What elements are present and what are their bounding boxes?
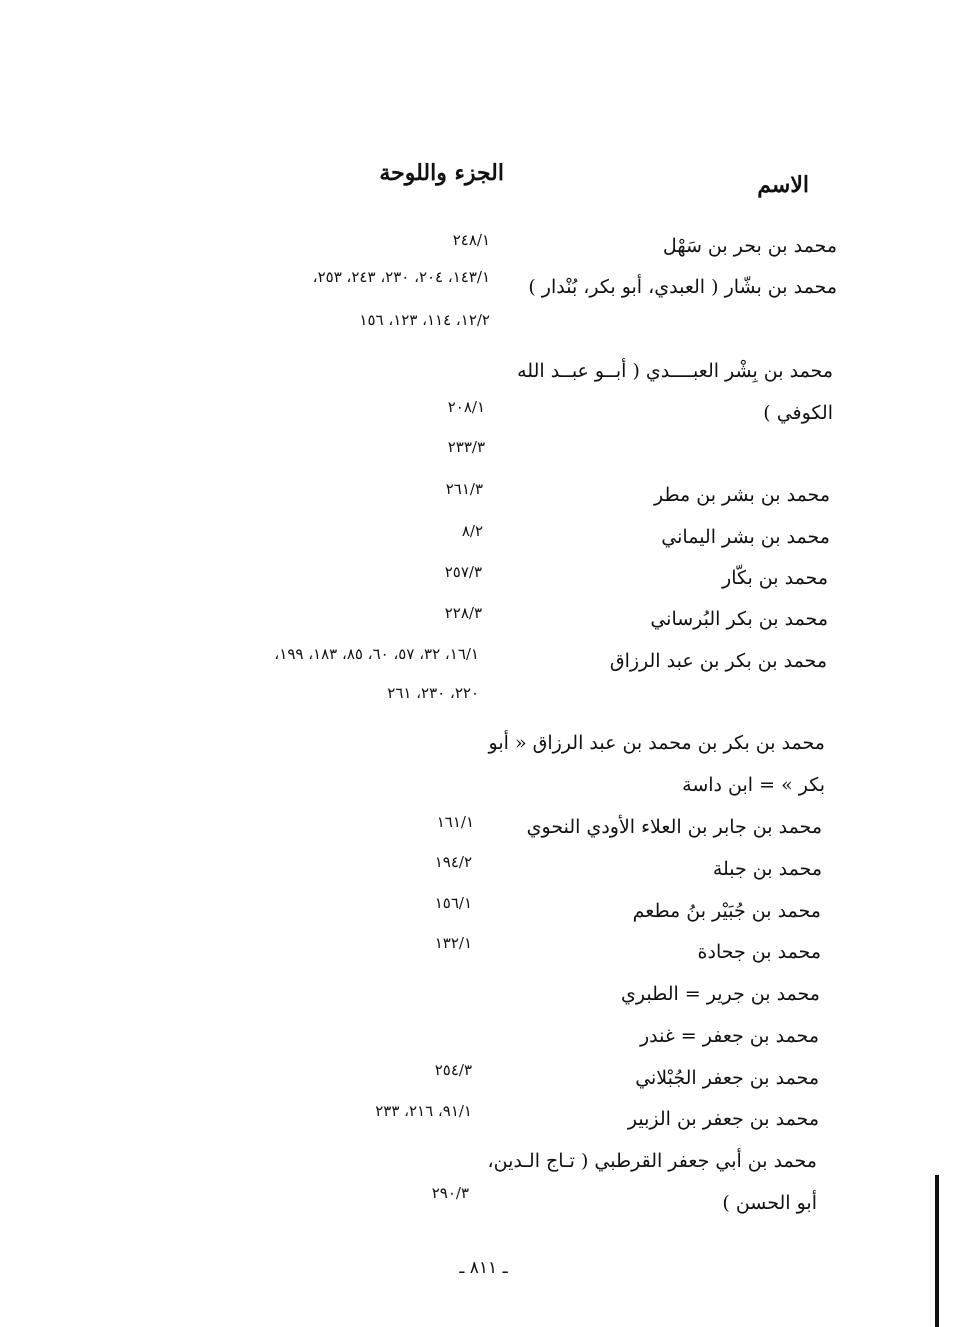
column-header-volume-page: الجزء واللوحة (379, 160, 504, 186)
volume-page-ref: ٢٦١/٣ (445, 480, 483, 498)
entry-name: محمد بن بكّار (722, 567, 828, 589)
page-number: ـ ٨١١ ـ (459, 1258, 508, 1278)
entry-name: الكوفي ) (763, 402, 833, 424)
entry-name: محمد بن بحر بن سَهْل (662, 235, 837, 257)
entry-name: محمد بن بكر البُرساني (650, 608, 828, 630)
volume-page-ref: ٢٣٣/٣ (447, 438, 485, 456)
entry-name: محمد بن جعفر بن الزبير (627, 1108, 819, 1130)
volume-page-ref: ٢٥٧/٣ (444, 563, 482, 581)
entry-name: محمد بن جعفر = غندر (639, 1025, 819, 1047)
entry-name: أبو الحسن ) (722, 1192, 817, 1214)
entry-name: محمد بن بشر بن مطر (653, 484, 830, 506)
entry-name: محمد بن أبي جعفر القرطبي ( تـاج الـدين، (487, 1150, 817, 1172)
entry-name: محمد بن جُبَيْر بنُ مطعم (632, 900, 821, 922)
volume-page-ref: ٢٥٤/٣ (434, 1061, 472, 1079)
volume-page-ref: ١٢/٢، ١١٤، ١٢٣، ١٥٦ (359, 311, 490, 329)
volume-page-ref: ٢٢٨/٣ (444, 604, 482, 622)
entry-name: محمد بن جرير = الطبري (621, 983, 820, 1005)
volume-page-ref: ٢٠٨/١ (447, 398, 485, 416)
entry-name: محمد بن بشر اليماني (661, 526, 830, 548)
page-edge-rule (935, 1175, 939, 1327)
entry-name: محمد بن جحادة (697, 941, 821, 963)
entry-name: محمد بن جابر بن العلاء الأودي النحوي (526, 816, 822, 838)
volume-page-ref: ٢٩٠/٣ (431, 1184, 469, 1202)
volume-page-ref: ١٦/١، ٣٢، ٥٧، ٦٠، ٨٥، ١٨٣، ١٩٩، (274, 645, 479, 663)
entry-name: محمد بن بكر بن عبد الرزاق (609, 650, 827, 672)
volume-page-ref: ٢٤٨/١ (452, 231, 490, 249)
entry-name: محمد بن بشّار ( العبدي، أبو بكر، بُنْدار ) (528, 276, 837, 298)
volume-page-ref: ١٤٣/١، ٢٠٤، ٢٣٠، ٢٤٣، ٢٥٣، (312, 268, 490, 286)
volume-page-ref: ١٩٤/٢ (434, 853, 472, 871)
volume-page-ref: ٩١/١، ٢١٦، ٢٣٣ (375, 1102, 472, 1120)
volume-page-ref: ٨/٢ (461, 522, 483, 540)
volume-page-ref: ٢٢٠، ٢٣٠، ٢٦١ (387, 684, 479, 702)
volume-page-ref: ١٥٦/١ (434, 894, 472, 912)
column-header-name: الاسم (757, 172, 809, 198)
entry-name: بكر » = ابن داسة (682, 774, 825, 796)
entry-name: محمد بن بكر بن محمد بن عبد الرزاق « أبو (488, 732, 825, 754)
entry-name: محمد بن جعفر الجُبْلاني (635, 1067, 819, 1089)
volume-page-ref: ١٦١/١ (436, 813, 474, 831)
entry-name: محمد بن جبلة (712, 858, 822, 880)
volume-page-ref: ١٣٢/١ (434, 934, 472, 952)
entry-name: محمد بن بِشْر العبــــدي ( أبــو عبــد الله (517, 360, 833, 382)
